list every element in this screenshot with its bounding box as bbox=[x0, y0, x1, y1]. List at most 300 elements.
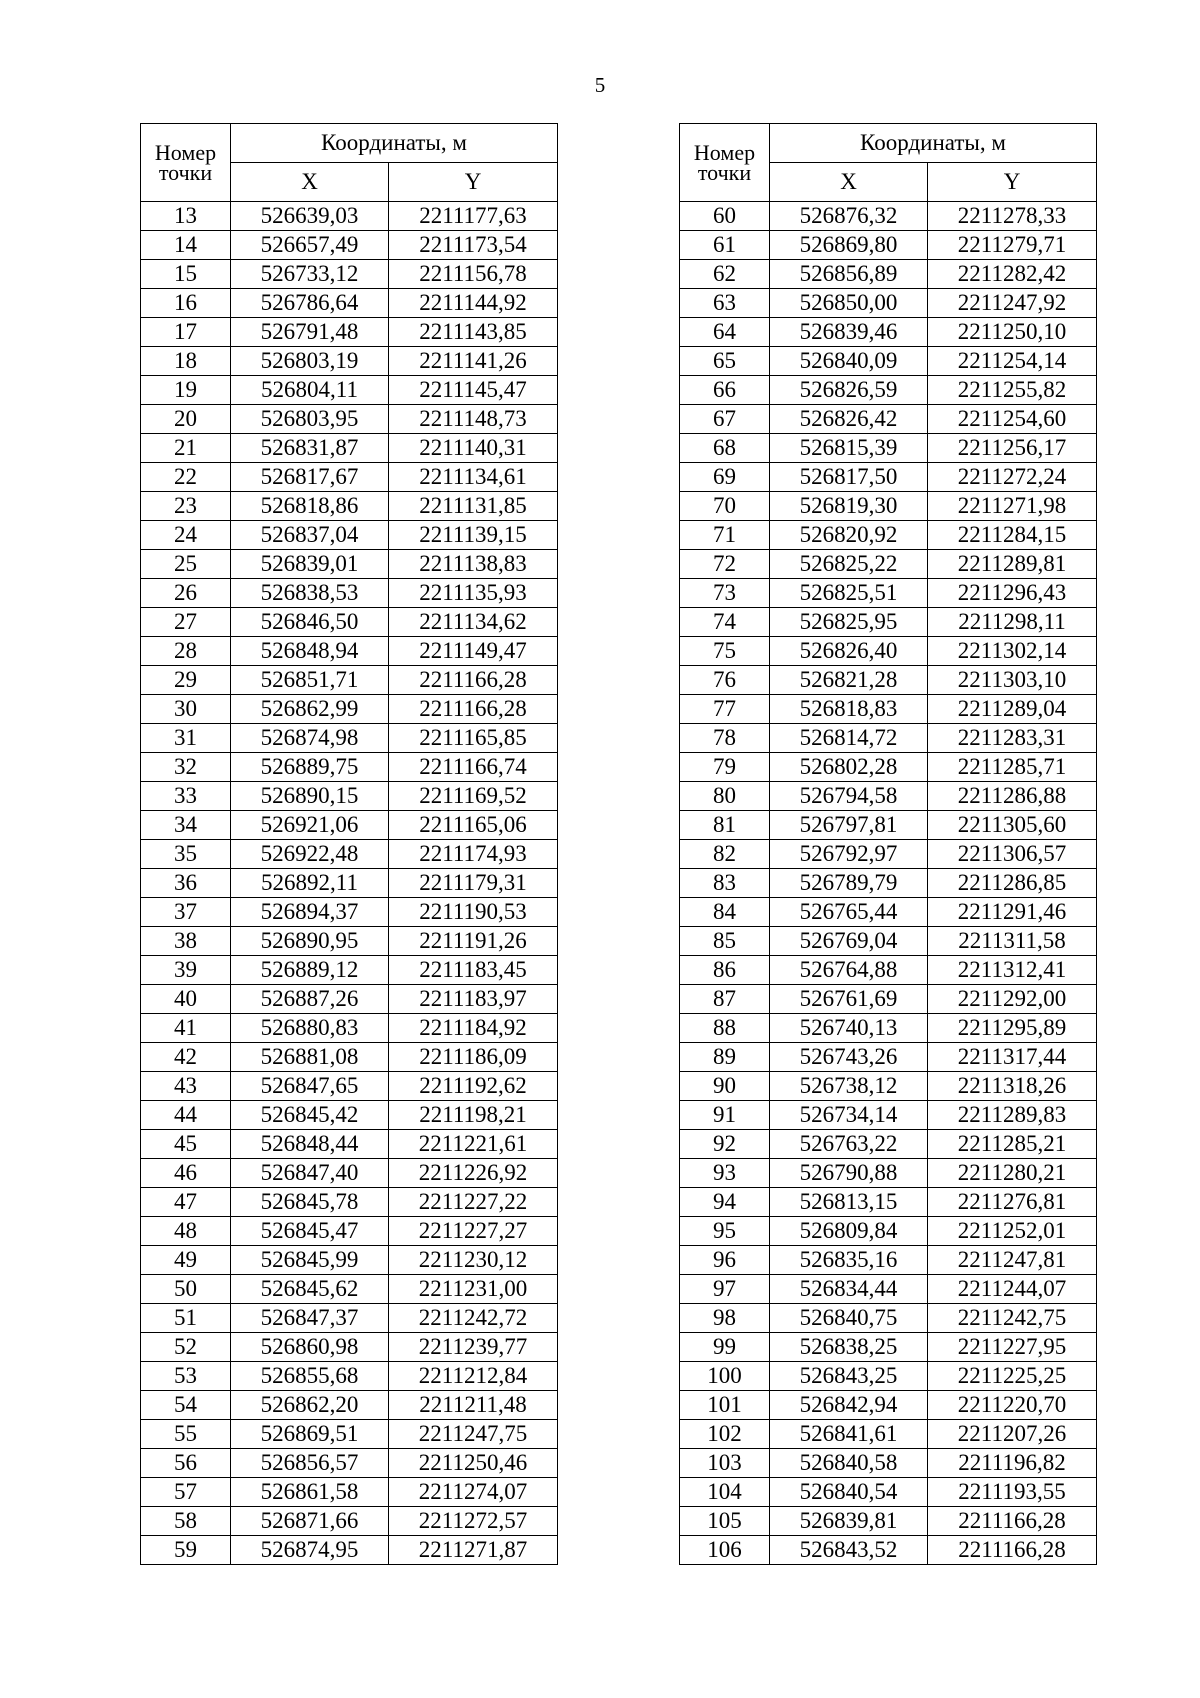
y-coordinate-cell: 2211278,33 bbox=[928, 202, 1097, 231]
table-row bbox=[680, 1333, 1097, 1362]
point-number-cell: 80 bbox=[680, 782, 770, 811]
table-row bbox=[141, 1507, 558, 1536]
y-coordinate-cell: 2211134,62 bbox=[389, 608, 558, 637]
x-coordinate-cell: 526818,83 bbox=[770, 695, 928, 724]
y-coordinate-cell: 2211131,85 bbox=[389, 492, 558, 521]
y-coordinate-cell: 2211255,82 bbox=[928, 376, 1097, 405]
y-coordinate-cell: 2211285,21 bbox=[928, 1130, 1097, 1159]
point-number-cell: 39 bbox=[141, 956, 231, 985]
x-column-header: X bbox=[770, 163, 928, 202]
point-number-cell: 94 bbox=[680, 1188, 770, 1217]
x-coordinate-cell: 526842,94 bbox=[770, 1391, 928, 1420]
y-coordinate-cell: 2211141,26 bbox=[389, 347, 558, 376]
y-coordinate-cell: 2211286,88 bbox=[928, 782, 1097, 811]
y-coordinate-cell: 2211166,28 bbox=[928, 1507, 1097, 1536]
table-row bbox=[680, 318, 1097, 347]
table-row bbox=[680, 1478, 1097, 1507]
x-coordinate-cell: 526818,86 bbox=[231, 492, 389, 521]
y-coordinate-cell: 2211134,61 bbox=[389, 463, 558, 492]
table-row bbox=[680, 1159, 1097, 1188]
y-coordinate-cell: 2211247,81 bbox=[928, 1246, 1097, 1275]
x-coordinate-cell: 526843,52 bbox=[770, 1536, 928, 1565]
point-number-cell: 57 bbox=[141, 1478, 231, 1507]
table-row bbox=[680, 202, 1097, 231]
y-coordinate-cell: 2211252,01 bbox=[928, 1217, 1097, 1246]
table-row bbox=[141, 1536, 558, 1565]
table-row bbox=[141, 1304, 558, 1333]
y-coordinate-cell: 2211242,75 bbox=[928, 1304, 1097, 1333]
x-coordinate-cell: 526825,22 bbox=[770, 550, 928, 579]
y-coordinate-cell: 2211247,75 bbox=[389, 1420, 558, 1449]
point-number-cell: 41 bbox=[141, 1014, 231, 1043]
point-number-cell: 78 bbox=[680, 724, 770, 753]
table-row bbox=[141, 695, 558, 724]
x-coordinate-cell: 526763,22 bbox=[770, 1130, 928, 1159]
table-row bbox=[680, 608, 1097, 637]
y-coordinate-cell: 2211276,81 bbox=[928, 1188, 1097, 1217]
x-coordinate-cell: 526765,44 bbox=[770, 898, 928, 927]
y-coordinate-cell: 2211250,10 bbox=[928, 318, 1097, 347]
x-coordinate-cell: 526921,06 bbox=[231, 811, 389, 840]
point-number-header bbox=[680, 124, 770, 202]
x-coordinate-cell: 526841,61 bbox=[770, 1420, 928, 1449]
point-number-cell: 38 bbox=[141, 927, 231, 956]
table-row bbox=[680, 985, 1097, 1014]
table-row bbox=[141, 1333, 558, 1362]
y-coordinate-cell: 2211254,14 bbox=[928, 347, 1097, 376]
table-row bbox=[680, 579, 1097, 608]
y-coordinate-cell: 2211272,24 bbox=[928, 463, 1097, 492]
y-coordinate-cell: 2211173,54 bbox=[389, 231, 558, 260]
point-number-cell: 65 bbox=[680, 347, 770, 376]
x-coordinate-cell: 526733,12 bbox=[231, 260, 389, 289]
table-row bbox=[680, 666, 1097, 695]
point-number-cell: 74 bbox=[680, 608, 770, 637]
table-row bbox=[141, 666, 558, 695]
table-row bbox=[141, 782, 558, 811]
x-coordinate-cell: 526845,42 bbox=[231, 1101, 389, 1130]
y-coordinate-cell: 2211179,31 bbox=[389, 869, 558, 898]
y-coordinate-cell: 2211149,47 bbox=[389, 637, 558, 666]
point-number-cell: 40 bbox=[141, 985, 231, 1014]
point-number-cell: 76 bbox=[680, 666, 770, 695]
table-row bbox=[680, 376, 1097, 405]
table-row bbox=[141, 1101, 558, 1130]
point-number-header bbox=[141, 124, 231, 202]
point-number-cell: 73 bbox=[680, 579, 770, 608]
point-number-cell: 47 bbox=[141, 1188, 231, 1217]
x-coordinate-cell: 526845,47 bbox=[231, 1217, 389, 1246]
table-row bbox=[680, 1536, 1097, 1565]
coordinates-table-right bbox=[679, 123, 1097, 1565]
point-number-cell: 93 bbox=[680, 1159, 770, 1188]
point-number-cell: 66 bbox=[680, 376, 770, 405]
x-coordinate-cell: 526813,15 bbox=[770, 1188, 928, 1217]
table-row bbox=[141, 1188, 558, 1217]
point-number-cell: 75 bbox=[680, 637, 770, 666]
table-row bbox=[141, 956, 558, 985]
coordinates-table-left bbox=[140, 123, 558, 1565]
y-coordinate-cell: 2211166,28 bbox=[389, 666, 558, 695]
point-number-cell: 90 bbox=[680, 1072, 770, 1101]
y-coordinate-cell: 2211193,55 bbox=[928, 1478, 1097, 1507]
table-row bbox=[680, 1188, 1097, 1217]
table-row bbox=[680, 637, 1097, 666]
x-coordinate-cell: 526848,44 bbox=[231, 1130, 389, 1159]
x-coordinate-cell: 526856,57 bbox=[231, 1449, 389, 1478]
x-coordinate-cell: 526840,58 bbox=[770, 1449, 928, 1478]
table-row bbox=[680, 405, 1097, 434]
point-number-cell: 84 bbox=[680, 898, 770, 927]
x-coordinate-cell: 526794,58 bbox=[770, 782, 928, 811]
point-number-cell: 63 bbox=[680, 289, 770, 318]
point-number-cell: 64 bbox=[680, 318, 770, 347]
x-coordinate-cell: 526892,11 bbox=[231, 869, 389, 898]
point-number-cell: 81 bbox=[680, 811, 770, 840]
x-coordinate-cell: 526639,03 bbox=[231, 202, 389, 231]
point-number-cell: 61 bbox=[680, 231, 770, 260]
y-coordinate-cell: 2211284,15 bbox=[928, 521, 1097, 550]
point-number-cell: 79 bbox=[680, 753, 770, 782]
table-row bbox=[680, 695, 1097, 724]
y-coordinate-cell: 2211221,61 bbox=[389, 1130, 558, 1159]
y-coordinate-cell: 2211145,47 bbox=[389, 376, 558, 405]
table-row bbox=[680, 521, 1097, 550]
y-coordinate-cell: 2211190,53 bbox=[389, 898, 558, 927]
y-coordinate-cell: 2211140,31 bbox=[389, 434, 558, 463]
y-coordinate-cell: 2211139,15 bbox=[389, 521, 558, 550]
table-row bbox=[680, 434, 1097, 463]
x-coordinate-cell: 526820,92 bbox=[770, 521, 928, 550]
x-coordinate-cell: 526869,51 bbox=[231, 1420, 389, 1449]
y-coordinate-cell: 2211227,95 bbox=[928, 1333, 1097, 1362]
y-coordinate-cell: 2211177,63 bbox=[389, 202, 558, 231]
table-row bbox=[680, 869, 1097, 898]
y-coordinate-cell: 2211184,92 bbox=[389, 1014, 558, 1043]
point-number-cell: 92 bbox=[680, 1130, 770, 1159]
point-number-cell: 82 bbox=[680, 840, 770, 869]
y-coordinate-cell: 2211282,42 bbox=[928, 260, 1097, 289]
table-row bbox=[680, 463, 1097, 492]
y-coordinate-cell: 2211186,09 bbox=[389, 1043, 558, 1072]
x-coordinate-cell: 526862,99 bbox=[231, 695, 389, 724]
x-coordinate-cell: 526797,81 bbox=[770, 811, 928, 840]
point-number-cell: 60 bbox=[680, 202, 770, 231]
point-number-cell: 72 bbox=[680, 550, 770, 579]
point-number-cell: 86 bbox=[680, 956, 770, 985]
table-row bbox=[141, 1449, 558, 1478]
y-coordinate-cell: 2211242,72 bbox=[389, 1304, 558, 1333]
point-number-cell: 55 bbox=[141, 1420, 231, 1449]
point-number-cell: 46 bbox=[141, 1159, 231, 1188]
table-row bbox=[141, 1246, 558, 1275]
y-coordinate-cell: 2211244,07 bbox=[928, 1275, 1097, 1304]
table-row bbox=[141, 753, 558, 782]
x-coordinate-cell: 526740,13 bbox=[770, 1014, 928, 1043]
x-coordinate-cell: 526817,50 bbox=[770, 463, 928, 492]
table-row bbox=[680, 1101, 1097, 1130]
x-coordinate-cell: 526834,44 bbox=[770, 1275, 928, 1304]
y-column-header: Y bbox=[389, 163, 558, 202]
y-coordinate-cell: 2211220,70 bbox=[928, 1391, 1097, 1420]
table-row bbox=[141, 231, 558, 260]
y-coordinate-cell: 2211166,28 bbox=[928, 1536, 1097, 1565]
x-coordinate-cell: 526825,51 bbox=[770, 579, 928, 608]
table-row bbox=[680, 811, 1097, 840]
table-row bbox=[141, 1043, 558, 1072]
y-coordinate-cell: 2211165,06 bbox=[389, 811, 558, 840]
y-coordinate-cell: 2211305,60 bbox=[928, 811, 1097, 840]
y-coordinate-cell: 2211271,87 bbox=[389, 1536, 558, 1565]
page-number: 5 bbox=[594, 73, 606, 97]
x-coordinate-cell: 526764,88 bbox=[770, 956, 928, 985]
table-row bbox=[680, 898, 1097, 927]
table-row bbox=[141, 463, 558, 492]
x-coordinate-cell: 526845,78 bbox=[231, 1188, 389, 1217]
point-number-cell: 17 bbox=[141, 318, 231, 347]
y-coordinate-cell: 2211166,74 bbox=[389, 753, 558, 782]
x-coordinate-cell: 526817,67 bbox=[231, 463, 389, 492]
table-row bbox=[141, 260, 558, 289]
x-coordinate-cell: 526889,12 bbox=[231, 956, 389, 985]
point-number-cell: 62 bbox=[680, 260, 770, 289]
x-coordinate-cell: 526769,04 bbox=[770, 927, 928, 956]
table-row bbox=[680, 1014, 1097, 1043]
y-coordinate-cell: 2211135,93 bbox=[389, 579, 558, 608]
x-coordinate-cell: 526890,15 bbox=[231, 782, 389, 811]
y-coordinate-cell: 2211166,28 bbox=[389, 695, 558, 724]
x-coordinate-cell: 526814,72 bbox=[770, 724, 928, 753]
x-coordinate-cell: 526874,98 bbox=[231, 724, 389, 753]
point-number-cell: 106 bbox=[680, 1536, 770, 1565]
x-column-header: X bbox=[231, 163, 389, 202]
x-coordinate-cell: 526843,25 bbox=[770, 1362, 928, 1391]
x-coordinate-cell: 526851,71 bbox=[231, 666, 389, 695]
table-row bbox=[680, 753, 1097, 782]
x-coordinate-cell: 526738,12 bbox=[770, 1072, 928, 1101]
point-number-cell: 36 bbox=[141, 869, 231, 898]
table-row bbox=[141, 1072, 558, 1101]
point-number-cell: 18 bbox=[141, 347, 231, 376]
x-coordinate-cell: 526804,11 bbox=[231, 376, 389, 405]
x-coordinate-cell: 526845,99 bbox=[231, 1246, 389, 1275]
point-number-cell: 100 bbox=[680, 1362, 770, 1391]
table-row bbox=[141, 434, 558, 463]
x-coordinate-cell: 526850,00 bbox=[770, 289, 928, 318]
table-row bbox=[680, 260, 1097, 289]
y-coordinate-cell: 2211207,26 bbox=[928, 1420, 1097, 1449]
y-coordinate-cell: 2211274,07 bbox=[389, 1478, 558, 1507]
x-coordinate-cell: 526792,97 bbox=[770, 840, 928, 869]
table-row bbox=[141, 405, 558, 434]
y-coordinate-cell: 2211306,57 bbox=[928, 840, 1097, 869]
table-row bbox=[141, 1130, 558, 1159]
table-row bbox=[141, 985, 558, 1014]
point-number-cell: 97 bbox=[680, 1275, 770, 1304]
y-coordinate-cell: 2211196,82 bbox=[928, 1449, 1097, 1478]
x-coordinate-cell: 526786,64 bbox=[231, 289, 389, 318]
table-row bbox=[680, 231, 1097, 260]
table-row bbox=[680, 1246, 1097, 1275]
y-coordinate-cell: 2211231,00 bbox=[389, 1275, 558, 1304]
table-row bbox=[141, 1217, 558, 1246]
y-coordinate-cell: 2211298,11 bbox=[928, 608, 1097, 637]
point-number-cell: 27 bbox=[141, 608, 231, 637]
y-coordinate-cell: 2211138,83 bbox=[389, 550, 558, 579]
x-coordinate-cell: 526789,79 bbox=[770, 869, 928, 898]
y-coordinate-cell: 2211191,26 bbox=[389, 927, 558, 956]
y-coordinate-cell: 2211312,41 bbox=[928, 956, 1097, 985]
point-number-cell: 13 bbox=[141, 202, 231, 231]
x-coordinate-cell: 526839,46 bbox=[770, 318, 928, 347]
point-number-cell: 89 bbox=[680, 1043, 770, 1072]
table-row bbox=[141, 1275, 558, 1304]
table-row bbox=[141, 1420, 558, 1449]
x-coordinate-cell: 526847,65 bbox=[231, 1072, 389, 1101]
point-number-cell: 20 bbox=[141, 405, 231, 434]
x-coordinate-cell: 526874,95 bbox=[231, 1536, 389, 1565]
point-number-cell: 22 bbox=[141, 463, 231, 492]
table-row bbox=[141, 318, 558, 347]
x-coordinate-cell: 526860,98 bbox=[231, 1333, 389, 1362]
x-coordinate-cell: 526840,54 bbox=[770, 1478, 928, 1507]
point-number-cell: 96 bbox=[680, 1246, 770, 1275]
point-number-cell: 35 bbox=[141, 840, 231, 869]
x-coordinate-cell: 526840,75 bbox=[770, 1304, 928, 1333]
point-number-cell: 14 bbox=[141, 231, 231, 260]
x-coordinate-cell: 526835,16 bbox=[770, 1246, 928, 1275]
point-number-cell: 67 bbox=[680, 405, 770, 434]
table-row bbox=[141, 289, 558, 318]
x-coordinate-cell: 526881,08 bbox=[231, 1043, 389, 1072]
x-coordinate-cell: 526803,19 bbox=[231, 347, 389, 376]
point-number-cell: 29 bbox=[141, 666, 231, 695]
point-number-cell: 83 bbox=[680, 869, 770, 898]
y-coordinate-cell: 2211143,85 bbox=[389, 318, 558, 347]
x-coordinate-cell: 526856,89 bbox=[770, 260, 928, 289]
point-number-cell: 70 bbox=[680, 492, 770, 521]
point-number-cell: 95 bbox=[680, 1217, 770, 1246]
point-number-header-line1: Номер bbox=[693, 139, 756, 165]
point-number-cell: 98 bbox=[680, 1304, 770, 1333]
x-coordinate-cell: 526734,14 bbox=[770, 1101, 928, 1130]
x-coordinate-cell: 526839,01 bbox=[231, 550, 389, 579]
point-number-cell: 56 bbox=[141, 1449, 231, 1478]
y-coordinate-cell: 2211289,83 bbox=[928, 1101, 1097, 1130]
x-coordinate-cell: 526809,84 bbox=[770, 1217, 928, 1246]
point-number-cell: 105 bbox=[680, 1507, 770, 1536]
point-number-cell: 102 bbox=[680, 1420, 770, 1449]
point-number-cell: 44 bbox=[141, 1101, 231, 1130]
point-number-cell: 69 bbox=[680, 463, 770, 492]
y-coordinate-cell: 2211230,12 bbox=[389, 1246, 558, 1275]
x-coordinate-cell: 526847,40 bbox=[231, 1159, 389, 1188]
y-coordinate-cell: 2211291,46 bbox=[928, 898, 1097, 927]
point-number-cell: 53 bbox=[141, 1362, 231, 1391]
table-row bbox=[141, 492, 558, 521]
coordinates-header: Координаты, м bbox=[770, 124, 1097, 163]
point-number-cell: 34 bbox=[141, 811, 231, 840]
point-number-cell: 59 bbox=[141, 1536, 231, 1565]
table-row bbox=[141, 202, 558, 231]
table-row bbox=[141, 811, 558, 840]
point-number-cell: 19 bbox=[141, 376, 231, 405]
point-number-cell: 28 bbox=[141, 637, 231, 666]
point-number-cell: 43 bbox=[141, 1072, 231, 1101]
x-coordinate-cell: 526826,42 bbox=[770, 405, 928, 434]
x-coordinate-cell: 526890,95 bbox=[231, 927, 389, 956]
table-row bbox=[141, 521, 558, 550]
point-number-cell: 15 bbox=[141, 260, 231, 289]
table-row bbox=[141, 898, 558, 927]
x-coordinate-cell: 526831,87 bbox=[231, 434, 389, 463]
table-row bbox=[680, 724, 1097, 753]
table-row bbox=[680, 1420, 1097, 1449]
point-number-cell: 77 bbox=[680, 695, 770, 724]
y-coordinate-cell: 2211247,92 bbox=[928, 289, 1097, 318]
y-coordinate-cell: 2211311,58 bbox=[928, 927, 1097, 956]
table-row bbox=[141, 1362, 558, 1391]
point-number-cell: 99 bbox=[680, 1333, 770, 1362]
point-number-cell: 48 bbox=[141, 1217, 231, 1246]
point-number-cell: 50 bbox=[141, 1275, 231, 1304]
y-coordinate-cell: 2211280,21 bbox=[928, 1159, 1097, 1188]
y-coordinate-cell: 2211198,21 bbox=[389, 1101, 558, 1130]
table-row bbox=[141, 1478, 558, 1507]
table-row bbox=[141, 347, 558, 376]
y-coordinate-cell: 2211302,14 bbox=[928, 637, 1097, 666]
y-coordinate-cell: 2211289,81 bbox=[928, 550, 1097, 579]
table-row bbox=[680, 782, 1097, 811]
table-row bbox=[680, 347, 1097, 376]
table-row bbox=[141, 1159, 558, 1188]
table-row bbox=[141, 869, 558, 898]
x-coordinate-cell: 526894,37 bbox=[231, 898, 389, 927]
y-coordinate-cell: 2211227,22 bbox=[389, 1188, 558, 1217]
table-row bbox=[680, 1362, 1097, 1391]
point-number-cell: 25 bbox=[141, 550, 231, 579]
table-row bbox=[141, 724, 558, 753]
point-number-cell: 58 bbox=[141, 1507, 231, 1536]
table-row bbox=[680, 956, 1097, 985]
point-number-cell: 21 bbox=[141, 434, 231, 463]
x-coordinate-cell: 526847,37 bbox=[231, 1304, 389, 1333]
point-number-header-line2: точки bbox=[697, 159, 752, 185]
point-number-cell: 32 bbox=[141, 753, 231, 782]
table-row bbox=[680, 1391, 1097, 1420]
point-number-cell: 54 bbox=[141, 1391, 231, 1420]
x-coordinate-cell: 526761,69 bbox=[770, 985, 928, 1014]
table-row bbox=[680, 1043, 1097, 1072]
x-coordinate-cell: 526802,28 bbox=[770, 753, 928, 782]
point-number-cell: 26 bbox=[141, 579, 231, 608]
table-row bbox=[141, 608, 558, 637]
x-coordinate-cell: 526743,26 bbox=[770, 1043, 928, 1072]
y-coordinate-cell: 2211318,26 bbox=[928, 1072, 1097, 1101]
point-number-cell: 42 bbox=[141, 1043, 231, 1072]
y-column-header: Y bbox=[928, 163, 1097, 202]
y-coordinate-cell: 2211271,98 bbox=[928, 492, 1097, 521]
y-coordinate-cell: 2211279,71 bbox=[928, 231, 1097, 260]
y-coordinate-cell: 2211289,04 bbox=[928, 695, 1097, 724]
point-number-cell: 24 bbox=[141, 521, 231, 550]
x-coordinate-cell: 526825,95 bbox=[770, 608, 928, 637]
x-coordinate-cell: 526837,04 bbox=[231, 521, 389, 550]
point-number-cell: 45 bbox=[141, 1130, 231, 1159]
x-coordinate-cell: 526848,94 bbox=[231, 637, 389, 666]
x-coordinate-cell: 526887,26 bbox=[231, 985, 389, 1014]
x-coordinate-cell: 526845,62 bbox=[231, 1275, 389, 1304]
